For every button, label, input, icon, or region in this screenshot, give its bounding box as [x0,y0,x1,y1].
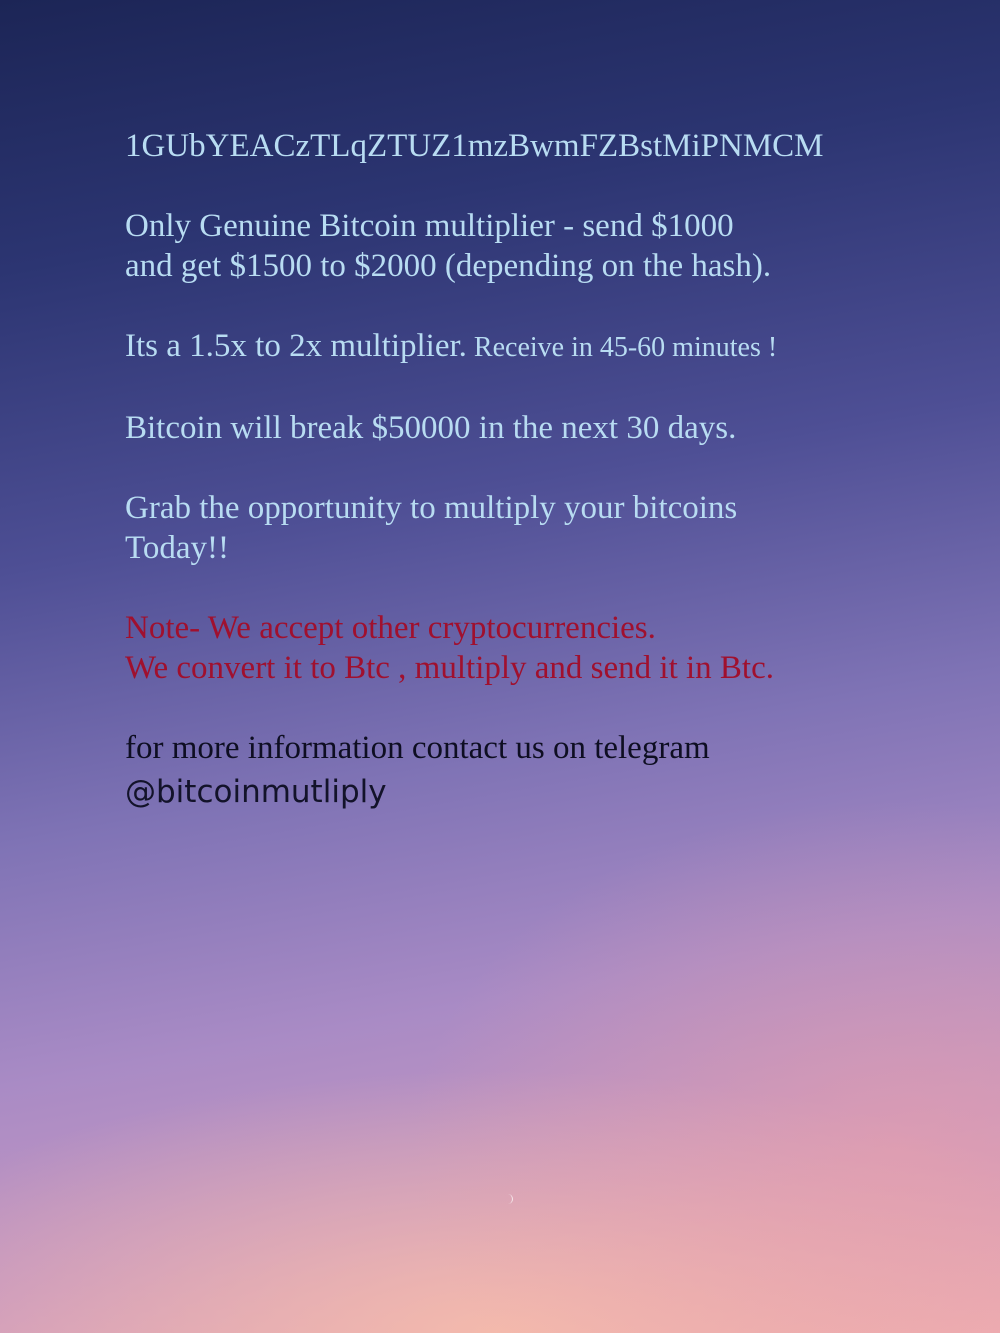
multiplier-text: Its a 1.5x to 2x multiplier. [125,328,467,364]
multiplier-paragraph [125,326,865,368]
flyer-content [125,126,865,856]
call-to-action-paragraph [125,488,865,568]
contact-line: for more information contact us on telegram [125,730,710,766]
note-line-2: We convert it to Btc , multiply and send it in Btc. [125,650,774,686]
contact-paragraph [125,728,865,816]
note-paragraph [125,608,865,688]
offer-line-1: Only Genuine Bitcoin multiplier - send $1000 [125,208,734,244]
prediction-text: Bitcoin will break $50000 in the next 30 days. [125,410,737,446]
bitcoin-address: 1GUbYEACzTLqZTUZ1mzBwmFZBstMiPNMCM [125,128,824,164]
receive-time-text: Receive in 45-60 minutes ! [466,332,778,363]
offer-line-2: and get $1500 to $2000 (depending on the hash). [125,248,772,284]
call-to-action-line-1: Grab the opportunity to multiply your bitcoins [125,490,738,526]
crescent-moon-icon [506,1194,513,1204]
telegram-handle: @bitcoinmutliply [125,774,387,810]
call-to-action-line-2: Today!! [125,530,229,566]
offer-paragraph [125,206,865,286]
note-line-1: Note- We accept other cryptocurrencies. [125,610,656,646]
